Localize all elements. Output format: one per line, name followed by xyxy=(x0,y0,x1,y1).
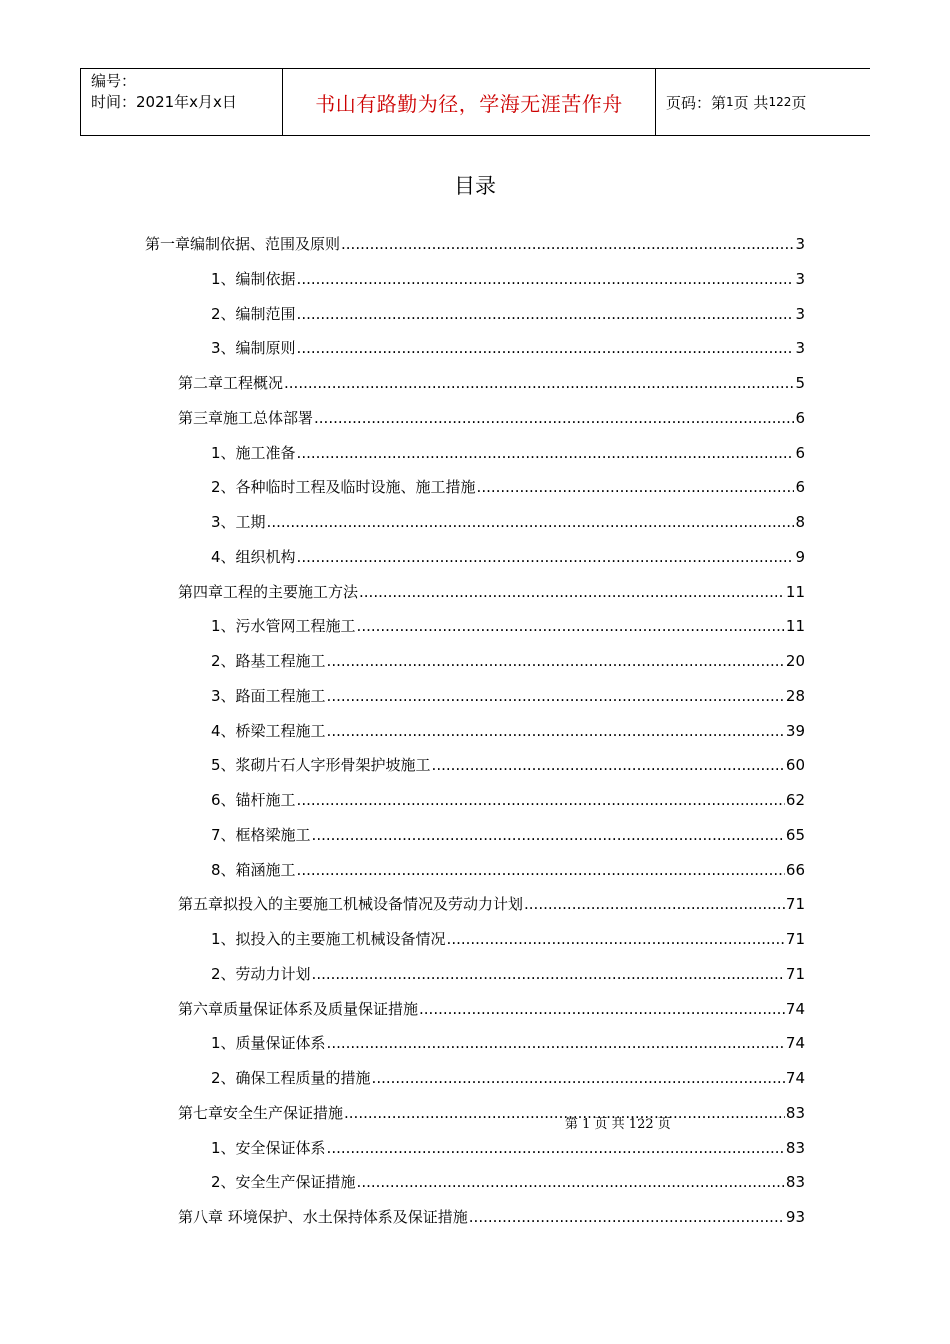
toc-entry-page: 71 xyxy=(785,965,805,983)
toc-leader-dots xyxy=(524,892,785,916)
toc-entry-page: 28 xyxy=(785,687,805,705)
toc-entry-label: 7、框格梁施工 xyxy=(211,826,311,844)
toc-entry[interactable] xyxy=(178,371,805,395)
toc-leader-dots xyxy=(341,232,794,256)
toc-entry[interactable] xyxy=(211,858,805,882)
toc-entry[interactable] xyxy=(211,684,805,708)
toc-entry[interactable] xyxy=(211,719,805,743)
toc-entry-label: 第四章工程的主要施工方法 xyxy=(178,583,359,601)
toc-leader-dots xyxy=(359,580,785,604)
toc-entry-page: 62 xyxy=(785,791,805,809)
toc-entry-label: 第五章拟投入的主要施工机械设备情况及劳动力计划 xyxy=(178,895,524,913)
toc-entry-label: 2、编制范围 xyxy=(211,305,296,323)
toc-entry-page: 93 xyxy=(785,1208,805,1226)
toc-entry-page: 9 xyxy=(795,548,805,566)
toc-entry-label: 5、浆砌片石人字形骨架护坡施工 xyxy=(211,756,431,774)
toc-leader-dots xyxy=(297,441,795,465)
toc-entry-label: 2、安全生产保证措施 xyxy=(211,1173,356,1191)
toc-entry-label: 1、污水管网工程施工 xyxy=(211,617,356,635)
header-info-cell xyxy=(81,69,283,135)
toc-entry-page: 3 xyxy=(795,339,805,357)
toc-leader-dots xyxy=(327,649,785,673)
header-page-info xyxy=(656,69,870,135)
toc-entry[interactable] xyxy=(211,614,805,638)
toc-entry[interactable] xyxy=(178,580,805,604)
toc-entry-label: 3、路面工程施工 xyxy=(211,687,326,705)
toc-entry-label: 6、锚杆施工 xyxy=(211,791,296,809)
toc-entry-page: 39 xyxy=(785,722,805,740)
toc-leader-dots xyxy=(297,858,785,882)
page-suffix: 页 xyxy=(791,93,807,112)
toc-entry-page: 83 xyxy=(785,1139,805,1157)
toc-entry-label: 4、组织机构 xyxy=(211,548,296,566)
toc-entry[interactable] xyxy=(211,1066,805,1090)
toc-entry-page: 83 xyxy=(785,1173,805,1191)
toc-entry-label: 2、确保工程质量的措施 xyxy=(211,1069,371,1087)
toc-entry-label: 8、箱涵施工 xyxy=(211,861,296,879)
toc-entry-page: 66 xyxy=(785,861,805,879)
toc-entry-label: 第一章编制依据、范围及原则 xyxy=(145,235,341,253)
toc-leader-dots xyxy=(297,336,795,360)
toc-entry-page: 11 xyxy=(785,583,805,601)
toc-entry[interactable] xyxy=(178,1101,805,1125)
toc-entry[interactable] xyxy=(145,232,805,256)
toc-leader-dots xyxy=(297,267,795,291)
toc-entry[interactable] xyxy=(211,823,805,847)
toc-entry-page: 6 xyxy=(795,409,805,427)
toc-entry-page: 71 xyxy=(785,930,805,948)
toc-leader-dots xyxy=(372,1066,785,1090)
toc-leader-dots xyxy=(314,406,794,430)
toc-entry-page: 3 xyxy=(795,270,805,288)
toc-entry-label: 3、工期 xyxy=(211,513,266,531)
toc-leader-dots xyxy=(297,302,795,326)
time-label: 时间：2021年x月x日 xyxy=(91,93,237,111)
toc-entry-page: 3 xyxy=(795,305,805,323)
toc-leader-dots xyxy=(267,510,795,534)
page-mid: 页 共 xyxy=(733,93,769,112)
toc-entry-label: 第八章 环境保护、水土保持体系及保证措施 xyxy=(178,1208,468,1226)
toc-leader-dots xyxy=(297,788,785,812)
toc-entry[interactable] xyxy=(178,406,805,430)
toc-entry[interactable] xyxy=(211,962,805,986)
page-prefix: 页码：第 xyxy=(666,93,727,112)
toc-entry-label: 第七章安全生产保证措施 xyxy=(178,1104,344,1122)
toc-leader-dots xyxy=(327,1031,785,1055)
page-number: 1 xyxy=(726,95,734,109)
toc-entry[interactable] xyxy=(211,649,805,673)
toc-entry-label: 1、施工准备 xyxy=(211,444,296,462)
toc-entry-label: 1、安全保证体系 xyxy=(211,1139,326,1157)
toc-leader-dots xyxy=(312,823,785,847)
toc-entry-page: 83 xyxy=(785,1104,805,1122)
toc-entry-page: 5 xyxy=(795,374,805,392)
page-footer: 第 1 页 共 122 页 xyxy=(565,1117,671,1132)
toc-entry-page: 74 xyxy=(785,1000,805,1018)
toc-entry[interactable] xyxy=(211,475,805,499)
toc-entry-page: 11 xyxy=(785,617,805,635)
toc-leader-dots xyxy=(327,719,785,743)
toc-entry-label: 2、各种临时工程及临时设施、施工措施 xyxy=(211,478,476,496)
toc-entry-page: 71 xyxy=(785,895,805,913)
toc-entry[interactable] xyxy=(211,788,805,812)
toc-entry[interactable] xyxy=(211,441,805,465)
toc-entry-label: 第三章施工总体部署 xyxy=(178,409,314,427)
toc-entry-label: 1、编制依据 xyxy=(211,270,296,288)
toc-entry[interactable] xyxy=(211,302,805,326)
toc-leader-dots xyxy=(469,1205,785,1229)
page-total: 122 xyxy=(768,95,792,109)
toc-entry-page: 3 xyxy=(795,235,805,253)
toc-entry-page: 6 xyxy=(795,444,805,462)
toc-entry-page: 60 xyxy=(785,756,805,774)
toc-leader-dots xyxy=(297,545,795,569)
toc-entry-label: 第六章质量保证体系及质量保证措施 xyxy=(178,1000,419,1018)
toc-entry-page: 65 xyxy=(785,826,805,844)
toc-entry-page: 6 xyxy=(795,478,805,496)
toc-entry-page: 20 xyxy=(785,652,805,670)
toc-leader-dots xyxy=(284,371,794,395)
toc-leader-dots xyxy=(327,1136,785,1160)
toc-entry-label: 3、编制原则 xyxy=(211,339,296,357)
toc-entry-page: 74 xyxy=(785,1069,805,1087)
toc-entry[interactable] xyxy=(211,1031,805,1055)
toc-entry-label: 4、桥梁工程施工 xyxy=(211,722,326,740)
toc-entry[interactable] xyxy=(211,267,805,291)
toc-entry[interactable] xyxy=(211,1170,805,1194)
toc-leader-dots xyxy=(327,684,785,708)
toc-entry-label: 1、质量保证体系 xyxy=(211,1034,326,1052)
page-title: 目录 xyxy=(454,174,496,198)
toc-leader-dots xyxy=(357,614,785,638)
toc-entry[interactable] xyxy=(178,997,805,1021)
toc-leader-dots xyxy=(419,997,785,1021)
toc-entry[interactable] xyxy=(211,336,805,360)
toc-entry[interactable] xyxy=(178,892,805,916)
toc-entry[interactable] xyxy=(211,927,805,951)
toc-entry[interactable] xyxy=(178,1205,805,1229)
toc-entry-label: 1、拟投入的主要施工机械设备情况 xyxy=(211,930,446,948)
toc-entry[interactable] xyxy=(211,753,805,777)
toc-leader-dots xyxy=(477,475,795,499)
number-label: 编号： xyxy=(91,72,137,90)
page-header xyxy=(80,68,870,136)
toc-entry[interactable] xyxy=(211,510,805,534)
toc-entry-label: 第二章工程概况 xyxy=(178,374,284,392)
toc-leader-dots xyxy=(312,962,785,986)
toc-entry-label: 2、路基工程施工 xyxy=(211,652,326,670)
header-motto: 书山有路勤为径，学海无涯苦作舟 xyxy=(283,69,656,135)
toc-entry[interactable] xyxy=(211,545,805,569)
toc-entry-page: 74 xyxy=(785,1034,805,1052)
toc-leader-dots xyxy=(447,927,785,951)
toc-leader-dots xyxy=(357,1170,785,1194)
toc-entry[interactable] xyxy=(211,1136,805,1160)
toc-entry-label: 2、劳动力计划 xyxy=(211,965,311,983)
toc-entry-page: 8 xyxy=(795,513,805,531)
toc-leader-dots xyxy=(432,753,785,777)
